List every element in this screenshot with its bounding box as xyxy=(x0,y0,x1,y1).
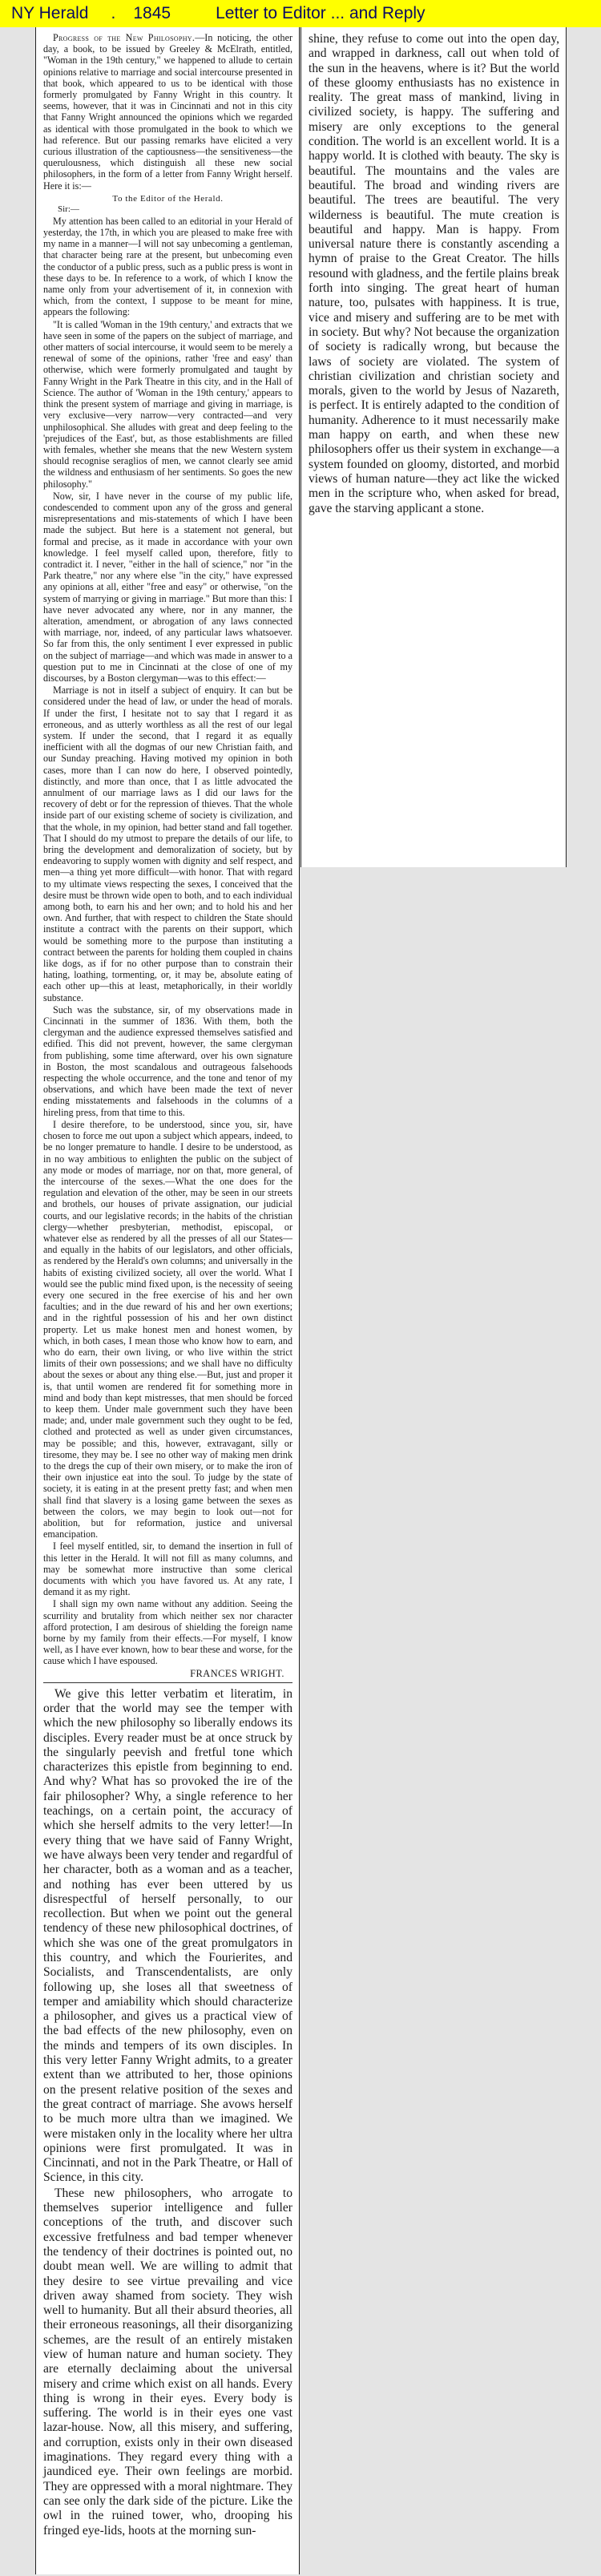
article-headline xyxy=(43,32,292,192)
letter-paragraph: I shall sign my own name without any addition. Seeing the scurrility and brutality from which neither sex nor character afford protection, I am desirous of shielding the foreign name borne by my family from their effects.—For myself, I know well, as I have ever known, how to bear these and worse, for the cause which I have espoused. xyxy=(43,1598,292,1667)
header-year: 1845 xyxy=(133,4,171,22)
section-divider xyxy=(43,1682,292,1683)
letter-signature: FRANCES WRIGHT. xyxy=(190,1667,284,1679)
editor-reply-right xyxy=(309,32,559,516)
reply-paragraph: shine, they refuse to come out into the open day, and wrapped in darkness, call out when told of the sun in the heavens, where is it? But the world of these gloomy enthusiasts has no existence in reality. The great mass of mankind, living in civilized society, is happy. The suffering and misery are only exceptions to the general condition. The world is an excellent world. It is a happy world. It is clothed with beauty. The sky is beautiful. The mountains and the vales are beautiful. The broad and winding rivers are beautiful. The trees are beautiful. The very wilderness is beautiful. The mute creation is beautiful and happy. Man is happy. From universal nature there is constantly ascending a hymn of praise to the Great Creator. The hills resound with gladness, and the fertile plains break forth into singing. The great heart of human nature, too, pulsates with happiness. It is true, vice and misery and suffering are to be met with in society. But why? Not because the organization of society is radically wrong, but because the laws of society are violated. The system of christian civilization and christian society and morals, given to the world by Jesus of Nazareth, is perfect. It is entirely adapted to the condition of humanity. Adherence to it must necessarily make man happy on earth, and when these new philosophers offer us their system in exchange—a system founded on gloomy, distorted, and morbid views of human nature—they act like the wicked men in the scripture who, when asked for bread, gave the starving applicant a stone. xyxy=(309,32,559,515)
reply-paragraph: We give this letter verbatim et literatim, in order that the world may see the temper with which the new philosophy so liberally endows its disciples. Every reader must be at once struck by the singularly peevish and fretful tone which characterizes this epistle from beginning to end. And why? What has so provoked the ire of the fair philosopher? Why, a single reference to her teachings, on a certain point, the accuracy of which she herself admits to the very letter!—In every thing that we have said of Fanny Wright, we have always been very tender and regardful of her character, both as a woman and as a teacher, and nothing has ever been uttered by us disrespectful of herself personally, to our recollection. But when we point out the general tendency of these new philosophical doctrines, of which she was one of the great promulgators in this country, and which the Fourierites, and Socialists, and Transcendentalists, are only following up, she loses all that sweetness of temper and amiability which should characterize a philosopher, and gives us a practical view of the bad effects of the new philosophy, even on the minds and tempers of its own disciples. In this very letter Fanny Wright admits, to a greater extent than we attributed to her, those opinions on the present relative position of the sexes and the great contract of marriage. She avows herself to be much more ultra than we imagined. We were mistaken only in the locality where her ultra opinions were first promulgated. It was in Cincinnati, and not in the Park Theatre, or Hall of Science, in this city. xyxy=(43,1686,292,2185)
letter-to-line: To the Editor of the Herald. xyxy=(112,193,224,204)
header-dot: . xyxy=(111,4,116,22)
header-subject: Letter to Editor ... and Reply xyxy=(216,4,426,22)
letter-paragraph: Now, sir, I have never in the course of my public life, condescended to comment upon any of the gross and general misrepresentations and mis-statements of which I have been made the subject. But here is a statement not general, but formal and precise, as it made in accordance with your own knowledge. I feel myself called upon, therefore, fitly to contradict it. I never, "either in the hall of science," nor "in the Park theatre," nor any where else "in the city," have expressed any opinions at all, either "free and easy" or otherwise, "on the system of marrying or giving in marriage." But more than this: I have never advocated any where, nor in any manner, the alteration, amendment, or abrogation of any laws connected with marriage, nor, indeed, of any particular laws whatsoever. So far from this, the only sentiment I ever expressed in public on the subject of marriage—and which was made in answer to a question put to me in Cincinnati at the close of one of my discourses, by a Boston clergyman—was to this effect:— xyxy=(43,490,292,684)
letter-paragraph: My attention has been called to an editorial in your Herald of yesterday, the 17th, in which you are pleased to make free with my name in a manner—I will not say unbecoming a gentleman, that character being rare at the present, but unbecoming even the conductor of a public press, such as a public press is wont in these days to be. In reference to a work, of which I know the name only from your advertisement of it, in connexion with which, from the context, I suppose to be meant for mine, appears the following: xyxy=(43,215,292,318)
editor-reply-left xyxy=(43,1687,292,2538)
letter-paragraph: I feel myself entitled, sir, to demand the insertion in full of this letter in the Herald. It will not fill as many columns, and may be somewhat more instructive than some clerical documents with which you have favored us. At any rate, I demand it as my right. xyxy=(43,1540,292,1598)
reply-paragraph: These new philosophers, who arrogate to themselves superior intelligence and fuller conceptions of the truth, and discover such excessive fretfulness and bad temper whenever the tendency of their doctrines is pointed out, no doubt mean well. We are willing to admit that they desire to see virtue prevailing and vice driven away shamed from society. They wish well to humanity. But all their absurd theories, all their erroneous reasonings, all their disorganizing schemes, are the result of an entirely mistaken view of human nature and human society. They are eternally declaiming about the universal misery and crime which exist on all hands. Every thing is wrong in their eyes. Every body is suffering. The world is in their eyes one vast lazar-house. Now, all this misery, and suffering, and corruption, exists only in their own diseased imaginations. They regard every thing with a jaundiced eye. Their own feelings are morbid. They are oppressed with a moral nightmare. They can see only the dark side of the picture. Like the owl in the ruined tower, who, drooping his fringed eye-lids, hoots at the morning sun- xyxy=(43,2186,292,2538)
newspaper-clipping xyxy=(0,27,601,2576)
right-column xyxy=(300,27,567,867)
left-column xyxy=(35,27,300,2574)
headline-body: —In noticing, the other day, a book, to be issued by Greeley & McElrath, entitled, "Woman in the 19th century," we happened to allude to certain opinions relative to marriage and social intercourse presented in that book, which appeared to us to be identical with those formerly promulgated by Fanny Wright in this country. It seems, however, that it was in Cincinnati and not in this city that Fanny Wright announced the opinions which we regarded as identical with those promulgated in the book to which we had reference. But our passing remarks have elicited a very curious illustration of the captiousness—the sensitiveness—the querulousness, which distinguish all these new social philosophers, in the form of a letter from Fanny Wright herself. Here it is:— xyxy=(43,32,292,192)
letter-paragraph: I desire therefore, to be understood, since you, sir, have chosen to force me out upon a subject which appears, indeed, to be no longer premature to handle. I desire to be understood, as in no way ambitious to enlighten the public on the subject of any mode or modes of marriage, nor on that, more general, of the intercourse of the sexes.—What the one does for the regulation and elevation of the other, may be seen in our streets and brothels, our houses of private assignation, our judicial courts, and our legislative records; in the habits of the christian clergy—whether presbyterian, methodist, episcopal, or whatever else as rendered by all the presses of all our States—and equally in the habits of our legislators, and other officials, as rendered by the Herald's own columns; and universally in the habits of existing civilized society, all over the world. What I would see the public mind fixed upon, is the necessity of seeing every one secured in the free exercise of his and her own faculties; and in the due reward of his and her own exertions; and in the rightful possession of his and her own distinct property. Let us make honest men and honest women, by which, in both cases, I mean those who know how to earn, and who do earn, their own living, or who live within the strict limits of their own possessions; and we shall have no difficulty about the sexes or about any thing else.—But, just and proper it is, that until women are rendered fit for something more in mind and body than kept mistresses, that men should be forced to keep them. Under male government such they have been made; and, under male government such they ought to be fed, clothed and protected as well as under given circumstances, may be possible; and this, however, extravagant, silly or tiresome, they may be. I see no other way of making men drink to the dregs the cup of their own misery, or to make the iron of their own injustice eat into the soul. To judge by the state of society, it is eating in at the present pretty fast; and when men shall find that slavery is a losing game between the sexes as between the colors, we may begin to look out—not for abolition, but for reformation, justice and universal emancipation. xyxy=(43,1118,292,1540)
letter-paragraph: Such was the substance, sir, of my observations made in Cincinnati in the summer of 1836. With them, both the clergyman and the audience expressed themselves satisfied and edified. This did not prevent, however, the same clergyman from publishing, some time afterward, over his own signature in Boston, the most scandalous and outrageous falsehoods respecting the whole occurrence, and the tone and tenor of my observations, and which have been made the text of never ending misstatements and falsehoods in the columns of a hireling press, from that time to this. xyxy=(43,1003,292,1118)
publication-name: NY Herald xyxy=(11,4,89,22)
letter-paragraph: "It is called 'Woman in the 19th century,' and extracts that we have seen in some of the papers on the subject of marriage, and other matters of social intercourse, it would seem to be merely a renewal of some of the opinions, rather 'free and easy' than otherwise, which were formerly promulgated and taught by Fanny Wright in the Park Theatre in this city, and in the Hall of Science. The author of 'Woman in the 19th century,' appears to think the present system of marriage and giving in marriage, is very exclusive—very narrow—very contracted—and very unphilosophical. She alludes with great and deep feeling to the 'prejudices of the East', but, as those establishments are filled with females, whether she means that the new Western system should recognise seraglios of men, we cannot clearly see amid the wildness and enthusiasm of her sentiments. So goes the new philosophy." xyxy=(43,318,292,490)
headline-lead: Progress of the New Philosophy. xyxy=(53,32,196,43)
header-bar xyxy=(0,0,601,27)
letter-paragraph: Marriage is not in itself a subject of enquiry. It can but be considered under the head of law, or under the head of morals. If under the first, I hesitate not to say that I regard it as erroneous, and as utterly worthless as all the rest of our legal system. If under the second, that I regard it as equally inefficient with all the dogmas of our new Christian faith, and our Sunday preaching. Having motived my opinion in both cases, more than I can now do here, I observed pointedly, distinctly, and more than once, that I as little advocated the annulment of our marriage laws as I did our laws for the recovery of debt or for the repression of thieves. That the whole inside part of our existing scheme of society is civilization, and that the whole, in my opinion, had better stand and fall together. That I should do my utmost to prepare the details of our life, to bring the development and demoralization of society, but by endeavoring to supply women with dignity and self respect, and men—a thing yet more difficult—with honor. That with regard to my ultimate views respecting the sexes, I conceived that the desire must be thrown wide open to both, and to each individual among both, to earn his and her own; and to hold his and her own. And further, that with respect to children the State should institute a contract with the parents on their support, which would be something more to the purpose than instituting a contract between the parents for holding them coupled in chains like dogs, as if for no other purpose than to constrain their hating, loathing, tormenting, or, it may be, absolute eating of each other up—this at least, metaphorically, in their worldly substance. xyxy=(43,684,292,1003)
letter-body xyxy=(43,216,292,1667)
letter-salutation: Sir:— xyxy=(58,204,79,214)
